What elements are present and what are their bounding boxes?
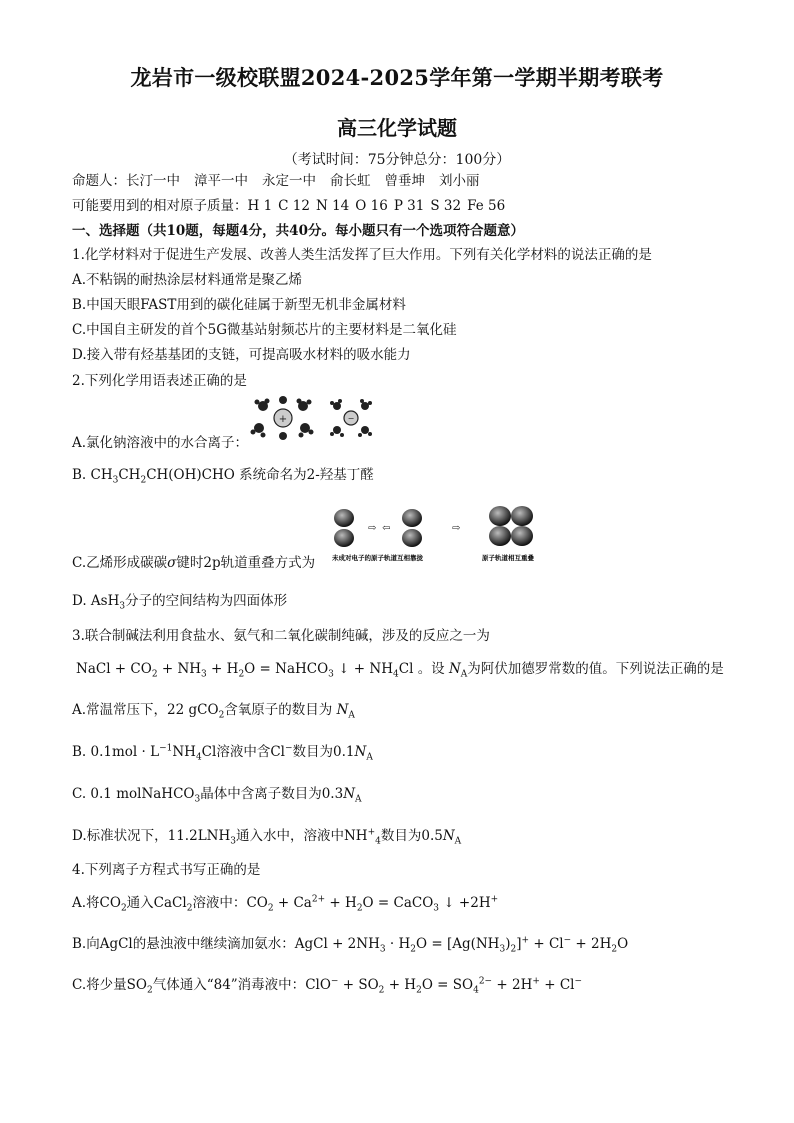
author: 曾垂坤: [384, 173, 425, 189]
q2-stem: 2.下列化学用语表述正确的是: [72, 373, 247, 389]
svg-text:⇦: ⇦: [382, 523, 391, 534]
mass-item: Fe 56: [467, 198, 506, 214]
figure-caption-left: 未成对电子的原子轨道互相靠拢: [332, 554, 423, 562]
author: 漳平一中: [194, 173, 248, 189]
q2-option-a: A.氯化钠溶液中的水合离子：: [72, 435, 249, 451]
q3-equation: NaCl + $CO_2 + NH_3 + H_2O$ = NaHCO$_3$ ↓ + $NH_4Cl$ 。设 $N_A$为阿伏加德罗常数的值。下列说法正确的是: [76, 661, 724, 680]
exam-info: （考试时间：75分钟总分：100分）: [283, 152, 511, 168]
q2-option-c: C.乙烯形成碳碳σ键时2p轨道重叠方式为: [72, 555, 316, 571]
q3-option-c: C. 0.1 molNaHCO$_3$晶体中含离子数目为$0.3N_A$: [72, 786, 362, 805]
q2-option-b: B. $CH_3CH_2CH(OH)CHO$ 系统命名为2-羟基丁醛: [72, 467, 374, 486]
q1-option-d: D.接入带有烃基基团的支链，可提高吸水材料的吸水能力: [72, 347, 411, 363]
mass-item: O 16: [355, 198, 388, 214]
orbital-overlap-figure: [332, 504, 552, 564]
svg-text:+: +: [278, 414, 288, 425]
q4-option-a: A.将$CO_2$通入CaCl$_2$溶液中：$CO_2 + Ca^{2+} + H_2O$ = CaCO$_3$ ↓ +2H+: [72, 894, 499, 914]
author: 俞长虹: [330, 173, 371, 189]
q3-option-a: A.常温常压下，22 gCO$_2$含氧原子的数目为 $N_A$: [72, 702, 355, 721]
authors-line: [72, 172, 494, 190]
hydrated-ions-figure: [243, 396, 383, 440]
author: 永定一中: [262, 173, 316, 189]
authors-label: 命题人：: [72, 173, 126, 189]
exam-subtitle: 高三化学试题: [337, 116, 457, 140]
q1-option-a: A.不粘锅的耐热涂层材料通常是聚乙烯: [72, 272, 303, 288]
svg-text:⇨: ⇨: [452, 523, 461, 534]
q1-option-b: B.中国天眼FAST用到的碳化硅属于新型无机非金属材料: [72, 297, 406, 313]
q4-option-c: C.将少量$SO_2$气体通入“84”消毒液中：$ClO^- + SO_2 + H_2O = SO_4^{2-} + 2H^+ + Cl^-$: [72, 976, 583, 996]
atomic-masses-line: [72, 197, 511, 215]
svg-text:⇨: ⇨: [368, 523, 377, 534]
q3-stem: 3.联合制碱法利用食盐水、氨气和二氧化碳制纯碱，涉及的反应之一为: [72, 628, 490, 644]
q4-option-b: B.向AgCl的悬浊液中继续滴加氨水：AgCl + $2NH_3 \cdot H_2O = [Ag(NH_3)_2]^+ + Cl^- + 2H_2O$: [72, 935, 629, 955]
exam-title: 龙岩市一级校联盟2024-2025学年第一学期半期考联考: [130, 65, 664, 90]
author: 刘小丽: [439, 173, 480, 189]
author: 长汀一中: [126, 173, 180, 189]
q3-option-d: D.标准状况下，$11.2LNH_3$通入水中，溶液中$NH^+_4$数目为$0.5N_A$: [72, 827, 462, 847]
q3-option-b: B. $0.1mol \cdot L^{-1}NH_4Cl$溶液中含Cl−数目为$0.1N_A$: [72, 743, 373, 763]
svg-text:−: −: [347, 414, 355, 423]
q1-option-c: C.中国自主研发的首个5G微基站射频芯片的主要材料是二氧化硅: [72, 322, 457, 338]
q1-stem: 1.化学材料对于促进生产发展、改善人类生活发挥了巨大作用。下列有关化学材料的说法正确的是: [72, 247, 652, 263]
mass-item: P 31: [393, 198, 425, 214]
mass-item: N 14: [315, 198, 350, 214]
mass-item: S 32: [430, 198, 462, 214]
mass-item: H 1: [247, 198, 273, 214]
mass-item: C 12: [278, 198, 310, 214]
q4-stem: 4.下列离子方程式书写正确的是: [72, 862, 261, 878]
masses-label: 可能要用到的相对原子质量：: [72, 198, 248, 214]
section-heading: 一、选择题（共10题，每题4分，共40分。每小题只有一个选项符合题意）: [72, 223, 524, 239]
q2-option-d: D. AsH$_3$分子的空间结构为四面体形: [72, 593, 288, 612]
figure-caption-right: 原子轨道相互重叠: [482, 554, 534, 562]
